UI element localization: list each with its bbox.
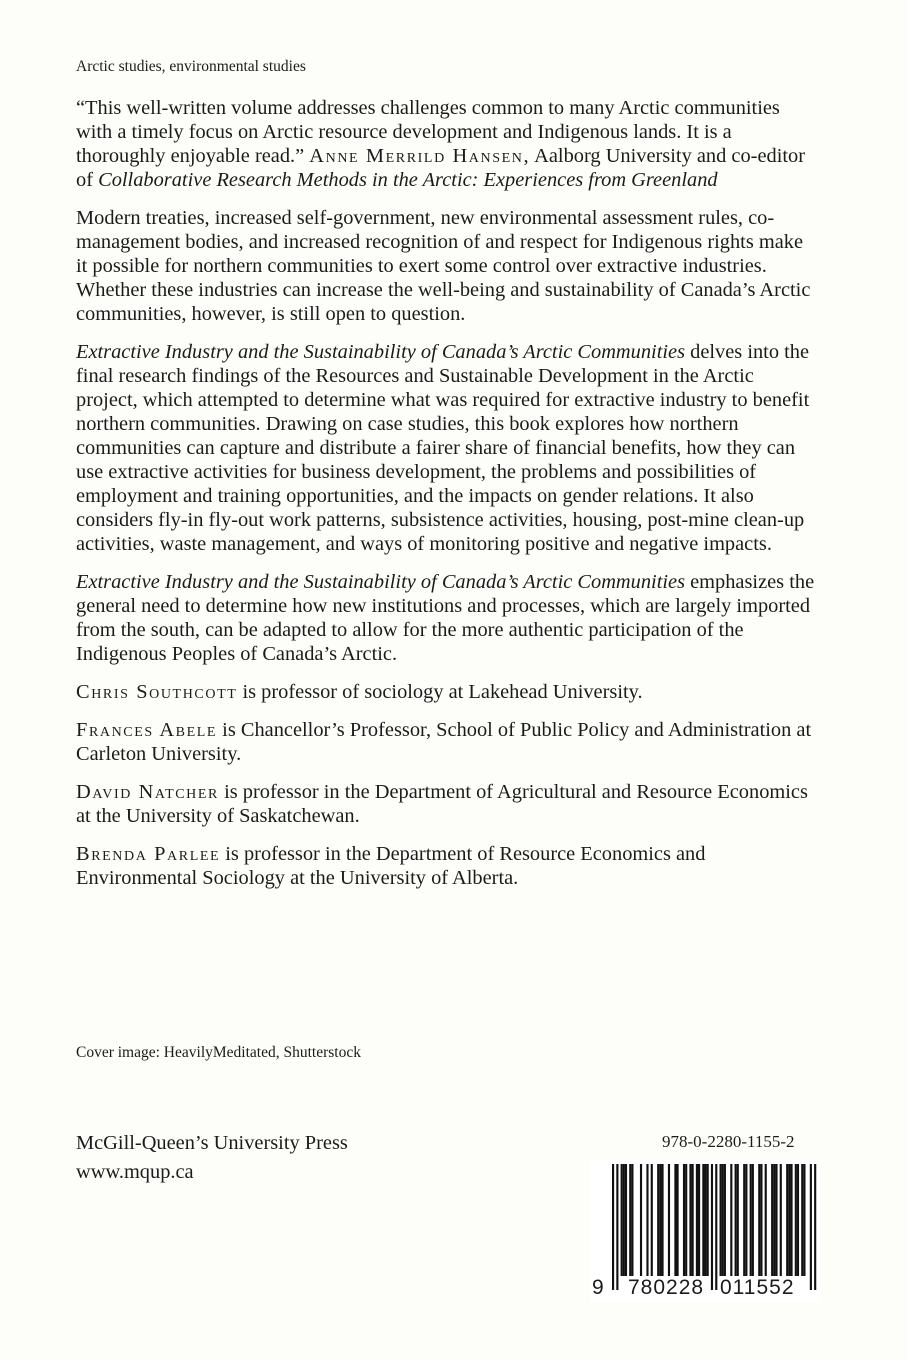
barcode-bar — [724, 1164, 726, 1276]
barcode-bar — [737, 1164, 739, 1276]
bio-brenda-parlee — [76, 842, 816, 890]
blurb-quote — [76, 96, 816, 192]
isbn-number: 978-0-2280-1155-2 — [662, 1132, 795, 1151]
barcode-bar — [659, 1164, 661, 1276]
barcode-bar — [683, 1164, 685, 1276]
barcode-bar — [696, 1164, 698, 1276]
barcode-bar — [780, 1164, 782, 1276]
barcode-bar — [786, 1164, 788, 1276]
bio-text: is professor of sociology at Lakehead University. — [237, 681, 643, 703]
barcode-guard-bar — [810, 1164, 812, 1290]
description-paragraph-2-text: delves into the final research findings of the Resources and Sustainable Development in the Arctic project, which attempted to determine what was required for extractive industry to benefit northern communities. Drawing on case studies, this book explores how northern communities can capture and distribute a fairer share of financial benefits, how they can use extractive activities for business development, the problems and possibilities of employment and training opportunities, and the impacts on gender relations. It also considers fly-in fly-out work patterns, subsistence activities, housing, post-mine clean-up activities, waste management, and ways of monitoring positive and negative impacts. — [76, 341, 810, 555]
barcode-bar — [657, 1164, 659, 1276]
back-cover-text — [76, 58, 816, 904]
blurb-attribution-book-title: Collaborative Research Methods in the Arctic: Experiences from Greenland — [98, 169, 718, 191]
barcode-bar — [743, 1164, 745, 1276]
bio-name: Frances Abele — [76, 719, 218, 741]
cover-image-credit: Cover image: HeavilyMeditated, Shutterstock — [76, 1044, 361, 1061]
barcode-right-digits: 011552 — [720, 1276, 795, 1299]
barcode-bar — [790, 1164, 792, 1276]
barcode-bar — [720, 1164, 722, 1276]
barcode-bar — [661, 1164, 663, 1276]
barcode-bar — [677, 1164, 679, 1276]
description-paragraph-2 — [76, 340, 816, 556]
barcode-bar — [730, 1164, 732, 1276]
barcode-bar — [775, 1164, 777, 1276]
barcode-first-digit: 9 — [592, 1276, 604, 1299]
blurb-attribution-affiliation: Aalborg University and co-editor of — [76, 145, 806, 191]
barcode-bar — [745, 1164, 747, 1276]
isbn-barcode — [590, 1160, 820, 1302]
bio-text: is professor in the Department of Agricultural and Resource Economics at the University of Saskatchewan. — [76, 781, 808, 827]
barcode-bar — [707, 1164, 709, 1276]
barcode-bar — [651, 1164, 653, 1276]
barcode-guard-bar — [715, 1164, 717, 1290]
barcode-bar — [758, 1164, 760, 1276]
barcode-bar — [668, 1164, 670, 1276]
bio-name: Brenda Parlee — [76, 843, 221, 865]
barcode-bar — [750, 1164, 752, 1276]
bio-name: Chris Southcott — [76, 681, 238, 703]
barcode-bar — [797, 1164, 799, 1276]
description-paragraph-1: Modern treaties, increased self-government, new environmental assessment rules, co-management bodies, and increased recognition of and respect for Indigenous rights make it possible for northern communities to exert some control over extractive industries. Whether these industries can increase the well-being and sustainability of Canada’s Arctic communities, however, is still open to question. — [76, 207, 811, 325]
bio-text: is Chancellor’s Professor, School of Public Policy and Administration at Carleton University. — [76, 719, 812, 765]
barcode-bar — [629, 1164, 631, 1276]
barcode-bar — [771, 1164, 773, 1276]
barcode-bar — [735, 1164, 737, 1276]
barcode-bar — [704, 1164, 706, 1276]
barcode-bar — [692, 1164, 694, 1276]
bio-chris-southcott — [76, 680, 816, 704]
barcode-bar — [623, 1164, 625, 1276]
barcode-bar — [803, 1164, 805, 1276]
barcode-bar — [773, 1164, 775, 1276]
barcode-guard-bar — [711, 1164, 713, 1290]
barcode-bar — [765, 1164, 767, 1276]
barcode-bar — [795, 1164, 797, 1276]
barcode-guard-bar — [814, 1164, 816, 1290]
barcode-bar — [760, 1164, 762, 1276]
category-label: Arctic studies, environmental studies — [76, 58, 306, 75]
barcode-bar — [752, 1164, 754, 1276]
publisher-block — [76, 1129, 348, 1187]
description-paragraph-3 — [76, 570, 816, 666]
barcode-bar — [689, 1164, 691, 1276]
bio-name: David Natcher — [76, 781, 219, 803]
barcode-bar — [698, 1164, 700, 1276]
description-paragraph-3-text: emphasizes the general need to determine how new institutions and processes, which are largely imported from the south, can be adapted to allow for the more authentic participation of the Indigenous Peoples of Canada’s Arctic. — [76, 571, 815, 665]
blurb-quote-text: “This well-written volume addresses challenges common to many Arctic communities with a timely focus on Arctic resource development and Indigenous lands. It is a thoroughly enjoyable read.” — [76, 97, 780, 167]
barcode-bar — [801, 1164, 803, 1276]
barcode-digits — [590, 1274, 820, 1302]
publisher-name: McGill-Queen’s University Press — [76, 1132, 348, 1154]
bio-text: is professor in the Department of Resource Economics and Environmental Sociology at the University of Alberta. — [76, 843, 706, 889]
bio-frances-abele — [76, 718, 816, 766]
barcode-guard-bar — [616, 1164, 618, 1290]
publisher-url[interactable]: www.mqup.ca — [76, 1161, 194, 1183]
book-title: Extractive Industry and the Sustainability of Canada’s Arctic Communities — [76, 341, 686, 363]
barcode-bar — [621, 1164, 623, 1276]
barcode-bar — [631, 1164, 633, 1276]
barcode-guard-bar — [612, 1164, 614, 1290]
barcode-bar — [674, 1164, 676, 1276]
bio-david-natcher — [76, 780, 816, 828]
blurb-attribution-name: Anne Merrild Hansen, — [309, 145, 531, 167]
barcode-bar — [640, 1164, 642, 1276]
book-title: Extractive Industry and the Sustainability of Canada’s Arctic Communities — [76, 571, 686, 593]
barcode-bar — [646, 1164, 648, 1276]
barcode-left-digits: 780228 — [628, 1276, 705, 1299]
barcode-bar — [722, 1164, 724, 1276]
barcode-bar — [702, 1164, 704, 1276]
barcode-bar — [788, 1164, 790, 1276]
barcode-bar — [685, 1164, 687, 1276]
barcode-bar — [625, 1164, 627, 1276]
